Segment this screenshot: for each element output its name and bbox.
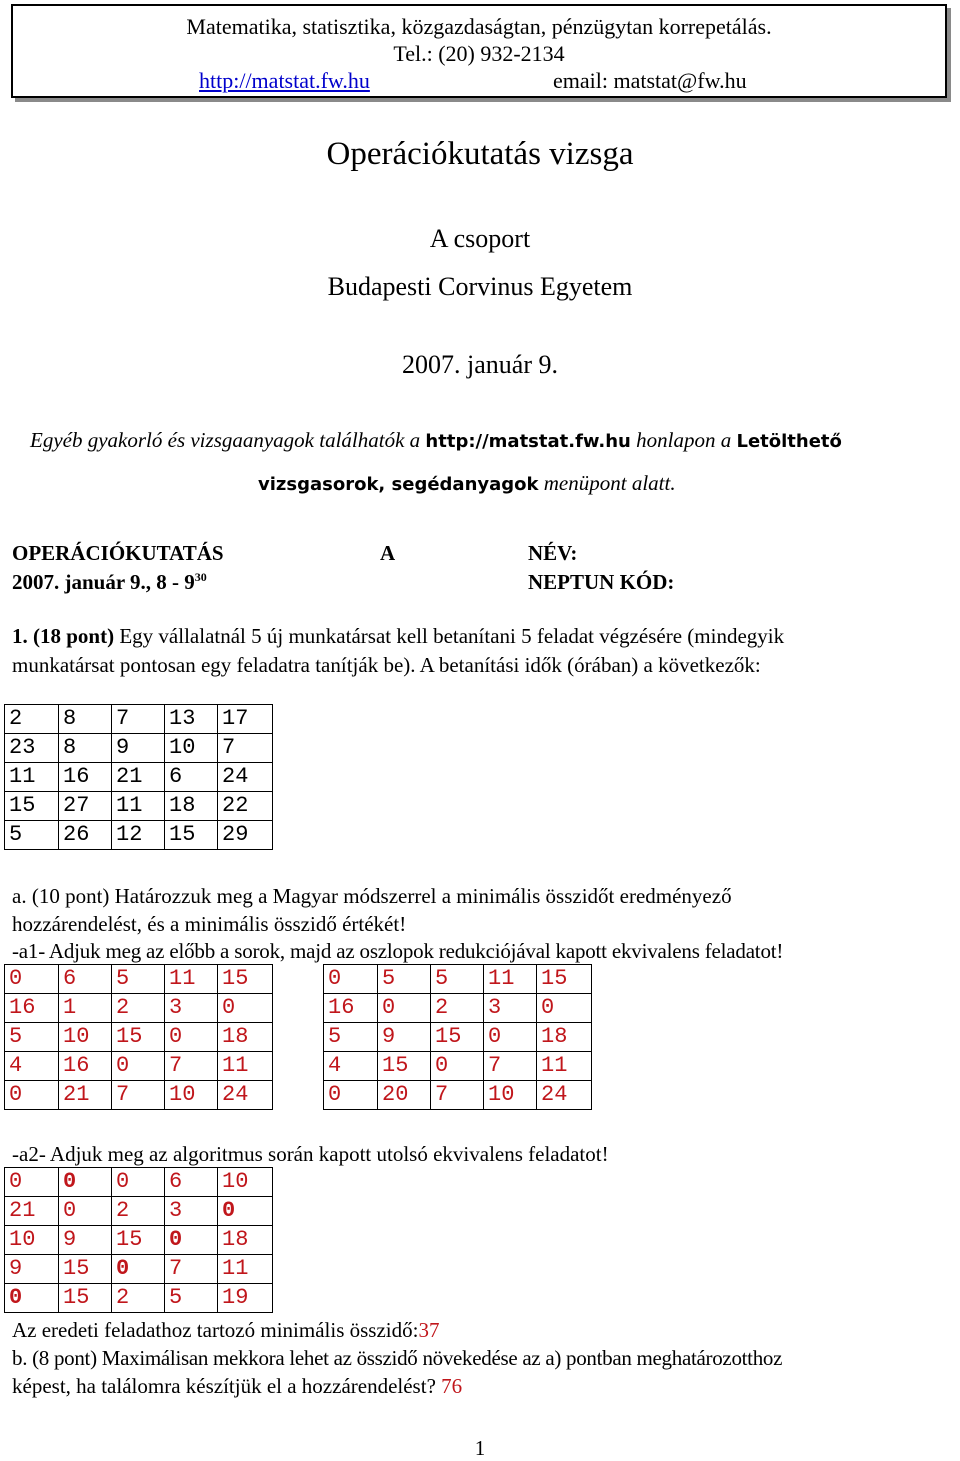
part-b-line-1: b. (8 pont) Maximálisan mekkora lehet az összidő növekedése az a) pontban meghatározotthoz	[12, 1346, 783, 1370]
matrix-row	[5, 705, 273, 734]
matrix-cell: 6	[165, 1168, 218, 1197]
matrix-cell: 0	[112, 1168, 165, 1197]
matrix-cell: 7	[112, 1081, 165, 1110]
matrix-row	[5, 792, 273, 821]
matrix-cell: 0	[59, 1197, 112, 1226]
cost-matrix	[4, 704, 273, 850]
matrix-cell: 15	[59, 1284, 112, 1313]
matrix-cell: 19	[218, 1284, 273, 1313]
matrix-row	[5, 1023, 273, 1052]
matrix-cell: 10	[165, 1081, 218, 1110]
header-website-link[interactable]: http://matstat.fw.hu	[199, 68, 370, 93]
note-text-3: menüpont alatt.	[538, 471, 676, 495]
matrix-row	[5, 1226, 273, 1255]
page-title: Operációkutatás vizsga	[326, 136, 634, 172]
matrix-cell: 7	[484, 1052, 537, 1081]
matrix-cell: 10	[484, 1081, 537, 1110]
exam-group: A csoport	[429, 224, 531, 253]
matrix-cell: 7	[218, 734, 273, 763]
matrix-cell: 11	[218, 1255, 273, 1284]
matrix-cell: 4	[324, 1052, 378, 1081]
exam-time-sup: 30	[194, 570, 207, 584]
matrix-row	[5, 1284, 273, 1313]
matrix-cell: 6	[59, 965, 112, 994]
matrix-cell: 16	[59, 763, 112, 792]
matrix-cell: 5	[378, 965, 431, 994]
matrix-cell: 8	[59, 705, 112, 734]
matrix-cell: 7	[165, 1052, 218, 1081]
header-phone: Tel.: (20) 932-2134	[393, 41, 565, 66]
matrix-cell: 2	[431, 994, 484, 1023]
matrix-cell: 24	[218, 763, 273, 792]
matrix-cell: 7	[431, 1081, 484, 1110]
matrix-cell: 29	[218, 821, 273, 850]
matrix-cell: 24	[537, 1081, 592, 1110]
matrix-cell: 9	[112, 734, 165, 763]
min-total-value: 37	[418, 1318, 440, 1342]
matrix-cell: 0	[218, 1197, 273, 1226]
matrix-cell: 13	[165, 705, 218, 734]
matrix-cell: 18	[218, 1023, 273, 1052]
matrix-cell: 11	[484, 965, 537, 994]
col-reduced-matrix	[323, 964, 592, 1110]
matrix-cell: 3	[165, 1197, 218, 1226]
matrix-cell: 20	[378, 1081, 431, 1110]
part-a-line-1: a. (10 pont) Határozzuk meg a Magyar módszerrel a minimális összidőt eredményező	[12, 884, 732, 908]
matrix-cell: 0	[218, 994, 273, 1023]
matrix-cell: 16	[5, 994, 59, 1023]
header-box	[11, 4, 947, 98]
matrix-cell: 10	[5, 1226, 59, 1255]
subject-label: OPERÁCIÓKUTATÁS	[12, 541, 224, 565]
matrix-row	[5, 763, 273, 792]
matrix-row	[5, 1197, 273, 1226]
matrix-cell: 21	[112, 763, 165, 792]
matrix-cell: 21	[5, 1197, 59, 1226]
part-b-line-2	[12, 1374, 462, 1399]
matrix-row	[5, 1168, 273, 1197]
matrix-cell: 0	[324, 1081, 378, 1110]
matrix-cell: 5	[431, 965, 484, 994]
matrix-cell: 27	[59, 792, 112, 821]
matrix-cell: 0	[165, 1023, 218, 1052]
matrix-row	[5, 965, 273, 994]
part-a1-text: -a1- Adjuk meg az előbb a sorok, majd az oszlopok redukciójával kapott ekvivalens feladatot!	[12, 939, 784, 963]
matrix-cell: 0	[59, 1168, 112, 1197]
matrix-cell: 1	[59, 994, 112, 1023]
matrix-row	[5, 1081, 273, 1110]
matrix-cell: 7	[165, 1255, 218, 1284]
matrix-cell: 15	[112, 1226, 165, 1255]
part-b-text: képest, ha találomra készítjük el a hozzárendelést?	[12, 1374, 436, 1398]
matrix-cell: 15	[112, 1023, 165, 1052]
final-matrix	[4, 1167, 273, 1313]
matrix-cell: 15	[431, 1023, 484, 1052]
matrix-cell: 0	[324, 965, 378, 994]
matrix-cell: 15	[537, 965, 592, 994]
note-text-2: honlapon a	[630, 428, 737, 452]
matrix-cell: 11	[112, 792, 165, 821]
matrix-cell: 3	[484, 994, 537, 1023]
matrix-cell: 0	[5, 1168, 59, 1197]
matrix-cell: 5	[5, 1023, 59, 1052]
row-reduced-matrix	[4, 964, 273, 1110]
part-b-value: 76	[441, 1374, 463, 1398]
matrix-cell: 5	[324, 1023, 378, 1052]
matrix-row	[324, 994, 592, 1023]
matrix-cell: 17	[218, 705, 273, 734]
matrix-cell: 16	[59, 1052, 112, 1081]
matrix-cell: 23	[5, 734, 59, 763]
matrix-cell: 4	[5, 1052, 59, 1081]
matrix-cell: 0	[431, 1052, 484, 1081]
matrix-cell: 2	[112, 1284, 165, 1313]
note-site: http://matstat.fw.hu	[425, 431, 631, 452]
matrix-cell: 15	[59, 1255, 112, 1284]
problem-1-line-1	[12, 624, 784, 649]
matrix-cell: 5	[5, 821, 59, 850]
matrix-cell: 11	[537, 1052, 592, 1081]
matrix-cell: 10	[165, 734, 218, 763]
matrix-cell: 0	[5, 1284, 59, 1313]
min-total-label: Az eredeti feladathoz tartozó minimális összidő:	[12, 1318, 419, 1342]
matrix-cell: 8	[59, 734, 112, 763]
problem-1-text: Egy vállalatnál 5 új munkatársat kell betanítani 5 feladat végzésére (mindegyik	[114, 624, 785, 648]
matrix-cell: 12	[112, 821, 165, 850]
note-line-1	[30, 428, 842, 453]
page-number: 1	[474, 1436, 486, 1460]
header-tagline: Matematika, statisztika, közgazdaságtan, pénzügytan korrepetálás.	[186, 14, 772, 39]
matrix-cell: 9	[378, 1023, 431, 1052]
matrix-cell: 16	[324, 994, 378, 1023]
matrix-cell: 0	[5, 1081, 59, 1110]
matrix-cell: 0	[537, 994, 592, 1023]
matrix-cell: 0	[112, 1255, 165, 1284]
name-label: NÉV:	[528, 541, 578, 565]
matrix-row	[5, 1255, 273, 1284]
matrix-cell: 7	[112, 705, 165, 734]
header-email: email: matstat@fw.hu	[553, 68, 747, 93]
matrix-cell: 15	[165, 821, 218, 850]
matrix-cell: 3	[165, 994, 218, 1023]
matrix-cell: 0	[5, 965, 59, 994]
matrix-cell: 15	[5, 792, 59, 821]
matrix-cell: 2	[112, 1197, 165, 1226]
matrix-cell: 15	[218, 965, 273, 994]
min-total-line	[12, 1318, 439, 1343]
exam-date: 2007. január 9.	[402, 350, 558, 379]
matrix-cell: 24	[218, 1081, 273, 1110]
matrix-cell: 11	[218, 1052, 273, 1081]
matrix-cell: 11	[5, 763, 59, 792]
note-section-2: vizsgasorok, segédanyagok	[258, 474, 539, 495]
university-name: Budapesti Corvinus Egyetem	[327, 272, 633, 301]
matrix-cell: 0	[484, 1023, 537, 1052]
matrix-row	[324, 1081, 592, 1110]
exam-time	[12, 570, 207, 595]
group-letter: A	[380, 541, 396, 565]
matrix-cell: 26	[59, 821, 112, 850]
matrix-row	[5, 734, 273, 763]
note-section-1: Letölthető	[736, 431, 842, 452]
exam-time-text: 2007. január 9., 8 - 9	[12, 570, 195, 594]
matrix-cell: 18	[537, 1023, 592, 1052]
note-text: Egyéb gyakorló és vizsgaanyagok találhatók a	[30, 428, 426, 452]
matrix-cell: 11	[165, 965, 218, 994]
matrix-cell: 2	[112, 994, 165, 1023]
matrix-row	[5, 1052, 273, 1081]
note-line-2	[258, 471, 676, 496]
neptun-label: NEPTUN KÓD:	[528, 570, 675, 594]
matrix-cell: 0	[378, 994, 431, 1023]
matrix-row	[5, 821, 273, 850]
matrix-cell: 22	[218, 792, 273, 821]
matrix-row	[5, 994, 273, 1023]
matrix-row	[324, 965, 592, 994]
matrix-cell: 5	[165, 1284, 218, 1313]
matrix-cell: 18	[165, 792, 218, 821]
matrix-cell: 21	[59, 1081, 112, 1110]
part-a2-text: -a2- Adjuk meg az algoritmus során kapott utolsó ekvivalens feladatot!	[12, 1142, 609, 1166]
matrix-cell: 2	[5, 705, 59, 734]
part-a-line-2: hozzárendelést, és a minimális összidő értékét!	[12, 912, 407, 936]
matrix-cell: 5	[112, 965, 165, 994]
matrix-cell: 10	[59, 1023, 112, 1052]
matrix-row	[324, 1023, 592, 1052]
matrix-cell: 15	[378, 1052, 431, 1081]
problem-1-line-2: munkatársat pontosan egy feladatra tanítják be). A betanítási idők (órában) a következők:	[12, 653, 761, 677]
matrix-cell: 0	[165, 1226, 218, 1255]
matrix-row	[324, 1052, 592, 1081]
matrix-cell: 9	[59, 1226, 112, 1255]
matrix-cell: 10	[218, 1168, 273, 1197]
matrix-cell: 6	[165, 763, 218, 792]
matrix-cell: 9	[5, 1255, 59, 1284]
matrix-cell: 0	[112, 1052, 165, 1081]
matrix-cell: 18	[218, 1226, 273, 1255]
problem-1-label: 1. (18 pont)	[12, 624, 115, 648]
